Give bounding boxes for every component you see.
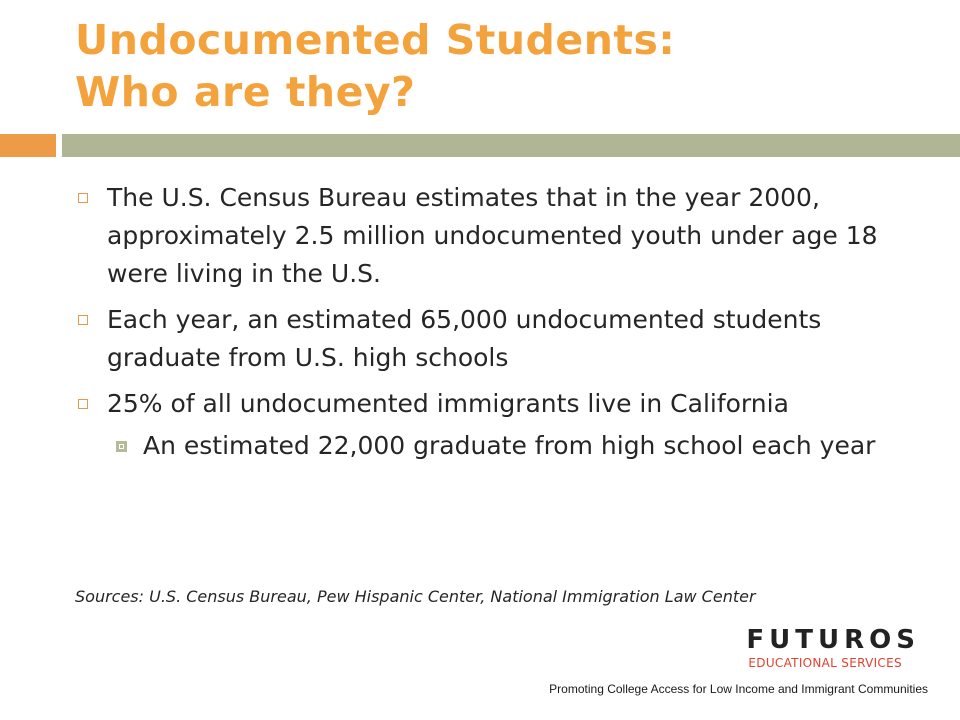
sub-bullet-text: An estimated 22,000 graduate from high school each year: [143, 431, 876, 460]
filled-square-bullet-icon: [116, 441, 127, 452]
title-line-1: Undocumented Students:: [75, 16, 676, 64]
accent-bar-right: [62, 134, 960, 157]
accent-bar-left: [0, 134, 56, 157]
bullet-list: [75, 179, 925, 465]
square-bullet-icon: [78, 399, 88, 409]
square-bullet-icon: [78, 193, 88, 203]
logo-name: FUTUROS: [746, 625, 920, 655]
bullet-item: [75, 301, 925, 377]
bullet-text: 25% of all undocumented immigrants live in California: [107, 389, 789, 418]
logo-subtitle: EDUCATIONAL SERVICES: [748, 656, 902, 670]
bullet-text: The U.S. Census Bureau estimates that in the year 2000, approximately 2.5 million undocumented youth under age 18 were living in the U.S.: [107, 183, 878, 288]
slide-title: [75, 14, 935, 118]
bullet-item: [75, 179, 925, 293]
bullet-item: [75, 385, 925, 423]
title-line-2: Who are they?: [75, 68, 416, 116]
sources-note: Sources: U.S. Census Bureau, Pew Hispanic Center, National Immigration Law Center: [75, 587, 756, 606]
futuros-logo: [746, 625, 920, 671]
logo-tagline: Promoting College Access for Low Income and Immigrant Communities: [549, 682, 928, 696]
sub-bullet-item: [116, 427, 883, 465]
square-bullet-icon: [78, 315, 88, 325]
bullet-text: Each year, an estimated 65,000 undocumented students graduate from U.S. high schools: [107, 305, 822, 372]
